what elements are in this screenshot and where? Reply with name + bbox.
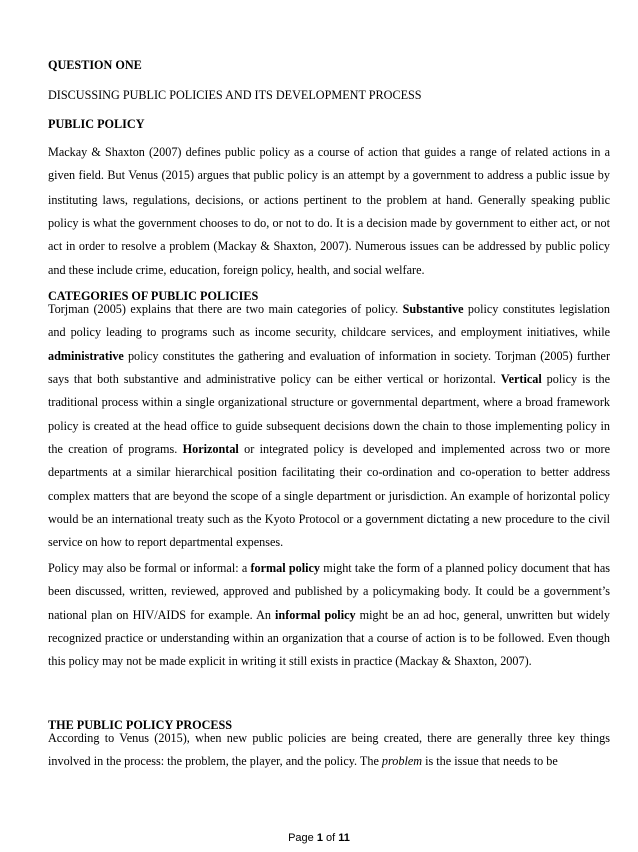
formal-informal-paragraph (48, 557, 610, 674)
formal-bold-informal-policy: informal policy (275, 607, 356, 622)
public-policy-heading-block (48, 117, 610, 131)
footer-page-number: 1 (316, 832, 323, 844)
formal-bold-formal-policy: formal policy (250, 561, 321, 575)
cat-bold-horizontal: Horizontal (182, 442, 239, 457)
formal-paragraph-block (48, 557, 610, 674)
process-heading: THE PUBLIC POLICY PROCESS (48, 718, 233, 732)
cat-text-4: policy is the traditional process within a single organizational structure or governmental department, where a broad framework policy is created at the head office to guide subsequent decisions down the chain to those implementing policy in the creation of programs. (48, 372, 611, 457)
cat-text-2: policy constitutes legislation and policy leading to programs such as income security, childcare services, and employment initiatives, while (48, 302, 610, 340)
process-paragraph (48, 727, 610, 774)
cat-text-1: Torjman (2005) explains that there are two main categories of policy. (48, 302, 403, 316)
page-footer (0, 832, 638, 844)
categories-paragraph (48, 298, 610, 555)
cat-text-3: policy constitutes the gathering and evaluation of information in society. Torjman (2005) further says that both substantive and administrative policy can be either vertical or horizontal. (48, 348, 610, 387)
footer-page-word: Page (288, 832, 314, 844)
proc-text-2: is the issue that needs to be (422, 754, 558, 769)
cat-bold-substantive: Substantive (402, 302, 464, 316)
pp-text-1: Mackay & Shaxton (2007) defines public policy as a course of action that guides a range of related actions in a given field. But Venus (2015) argues (48, 145, 610, 183)
public-policy-paragraph-block (48, 141, 610, 282)
question-title: QUESTION ONE (48, 58, 142, 72)
categories-paragraph-block (48, 298, 610, 555)
proc-text-1: According to Venus (2015), when new public policies are being created, there are generally three key things involved in the process: the problem, the player, and the policy. The (48, 731, 610, 769)
pp-text-that: that (232, 170, 251, 183)
cat-bold-administrative: administrative (48, 348, 124, 363)
public-policy-heading: PUBLIC POLICY (48, 117, 145, 131)
public-policy-paragraph (48, 141, 610, 282)
categories-heading: CATEGORIES OF PUBLIC POLICIES (48, 289, 259, 303)
pp-text-2: public policy is an attempt by a government to address a public issue by instituting laws, regulations, decisions, or actions pertinent to the problem at hand. Generally speaking public policy is what the government chooses to do, or not to do. It is a decision made by government to either act, or not act in order to resolve a problem (Mackay & Shaxton, 2007). Numerous issues can be addressed by public policy and these include crime, education, foreign policy, health, and social welfare. (48, 168, 610, 277)
question-title-block (48, 58, 610, 72)
cat-text-5: or integrated policy is developed and implemented across two or more departments at a similar hierarchical position facilitating their co-ordination and co-operation to better address complex matters that are beyond the scope of a single department or jurisdiction. An example of horizontal policy would be an international treaty such as the Kyoto Protocol or a government dictating a new procedure to the civil service on how to report departmental expenses. (48, 442, 610, 550)
formal-text-1: Policy may also be formal or informal: a (48, 561, 251, 575)
cat-bold-vertical: Vertical (500, 372, 542, 387)
footer-page-total: 11 (338, 832, 350, 844)
proc-italic-problem: problem (381, 754, 423, 769)
formal-text-3: might be an ad hoc, general, unwritten but widely recognized practice or understanding within an organization that a course of action is to be followed. Even though this policy may not be made explicit in writing it still exists in practice (Mackay & Shaxton, 2007). (48, 607, 610, 669)
footer-of-word: of (326, 832, 336, 844)
process-paragraph-block (48, 727, 610, 774)
formal-text-2: might take the form of a planned policy document that has been discussed, written, reviewed, approved and published by a policymaking body. It could be a government’s national plan on HIV/AIDS for example. An (48, 561, 610, 622)
question-subtitle-block (48, 88, 610, 102)
question-subtitle: DISCUSSING PUBLIC POLICIES AND ITS DEVELOPMENT PROCESS (48, 88, 422, 102)
